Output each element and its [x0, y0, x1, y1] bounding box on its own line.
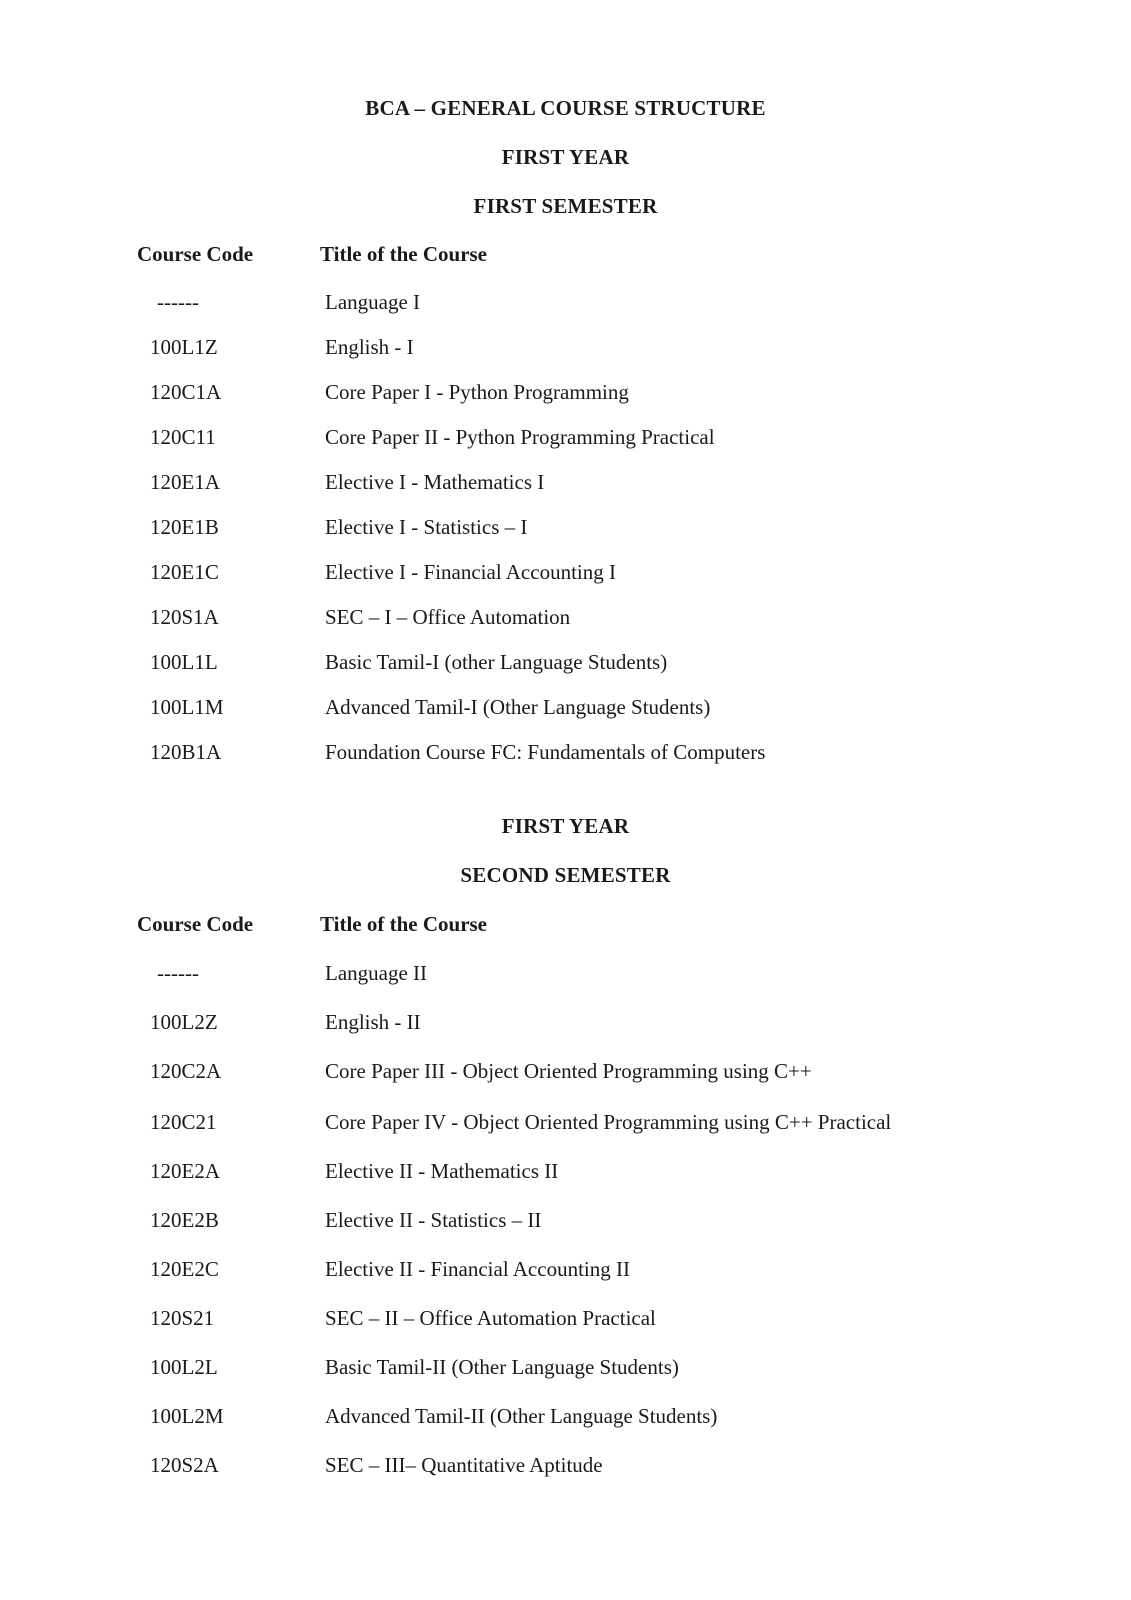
course-title: SEC – I – Office Automation [325, 605, 571, 629]
course-title: Advanced Tamil-II (Other Language Students) [325, 1404, 718, 1428]
course-title: Elective I - Financial Accounting I [325, 560, 616, 584]
course-title: Elective I - Mathematics I [325, 470, 545, 494]
document-title: BCA – GENERAL COURSE STRUCTURE [365, 96, 766, 120]
course-title: Foundation Course FC: Fundamentals of Computers [325, 740, 766, 764]
column-header-course-title: Title of the Course [320, 242, 488, 266]
course-code: 120S21 [150, 1306, 215, 1330]
course-code: 120E2B [150, 1208, 219, 1232]
column-header-course-title: Title of the Course [320, 912, 488, 936]
course-title: Basic Tamil-I (other Language Students) [325, 650, 668, 674]
course-code: 120S1A [150, 605, 219, 629]
course-title: SEC – III– Quantitative Aptitude [325, 1453, 603, 1477]
course-code: 120C1A [150, 380, 222, 404]
course-code: 120B1A [150, 740, 222, 764]
course-row [0, 424, 1131, 450]
course-code: 100L1L [150, 650, 218, 674]
course-title: Core Paper I - Python Programming [325, 380, 629, 404]
course-row [0, 1207, 1131, 1233]
course-row [0, 1109, 1131, 1135]
course-row [0, 379, 1131, 405]
course-code: 120E1C [150, 560, 219, 584]
course-row [0, 694, 1131, 720]
course-code: 120E1B [150, 515, 219, 539]
year-heading-2: FIRST YEAR [501, 814, 630, 838]
course-code: 120C11 [150, 425, 216, 449]
course-code: ------ [157, 961, 199, 985]
column-header-course-code: Course Code [137, 242, 254, 266]
course-row [0, 514, 1131, 540]
course-code: 100L2Z [150, 1010, 218, 1034]
course-code: 120E2C [150, 1257, 219, 1281]
course-title: Core Paper III - Object Oriented Programming using C++ [325, 1059, 812, 1083]
course-code: 120S2A [150, 1453, 219, 1477]
course-code: 120C2A [150, 1059, 222, 1083]
course-row [0, 604, 1131, 630]
course-row [0, 289, 1131, 315]
course-row [0, 1452, 1131, 1478]
course-title: English - II [325, 1010, 421, 1034]
course-title: English - I [325, 335, 414, 359]
course-code: 120E1A [150, 470, 220, 494]
semester-heading-2: SECOND SEMESTER [460, 863, 671, 887]
course-code: 120E2A [150, 1159, 220, 1183]
course-row [0, 1354, 1131, 1380]
course-code: 100L2M [150, 1404, 224, 1428]
course-title: Basic Tamil-II (Other Language Students) [325, 1355, 679, 1379]
course-row [0, 960, 1131, 986]
course-row [0, 1256, 1131, 1282]
course-row [0, 739, 1131, 765]
course-title: Language II [325, 961, 428, 985]
course-row [0, 559, 1131, 585]
course-title: Elective II - Mathematics II [325, 1159, 559, 1183]
course-code: 100L1Z [150, 335, 218, 359]
course-title: Core Paper IV - Object Oriented Programming using C++ Practical [325, 1110, 892, 1134]
course-row [0, 469, 1131, 495]
course-title: Core Paper II - Python Programming Practical [325, 425, 715, 449]
course-row [0, 649, 1131, 675]
year-heading-1: FIRST YEAR [501, 145, 630, 169]
semester-heading-1: FIRST SEMESTER [473, 194, 658, 218]
course-code: 100L2L [150, 1355, 218, 1379]
course-code: 100L1M [150, 695, 224, 719]
course-title: Language I [325, 290, 421, 314]
course-title: Advanced Tamil-I (Other Language Students) [325, 695, 711, 719]
course-row [0, 1058, 1131, 1084]
course-title: Elective I - Statistics – I [325, 515, 528, 539]
course-code: ------ [157, 290, 199, 314]
course-row [0, 1305, 1131, 1331]
column-header-course-code: Course Code [137, 912, 254, 936]
course-title: Elective II - Statistics – II [325, 1208, 542, 1232]
course-title: SEC – II – Office Automation Practical [325, 1306, 656, 1330]
course-row [0, 1403, 1131, 1429]
course-row [0, 1009, 1131, 1035]
course-row [0, 1158, 1131, 1184]
course-title: Elective II - Financial Accounting II [325, 1257, 630, 1281]
course-code: 120C21 [150, 1110, 217, 1134]
course-row [0, 334, 1131, 360]
